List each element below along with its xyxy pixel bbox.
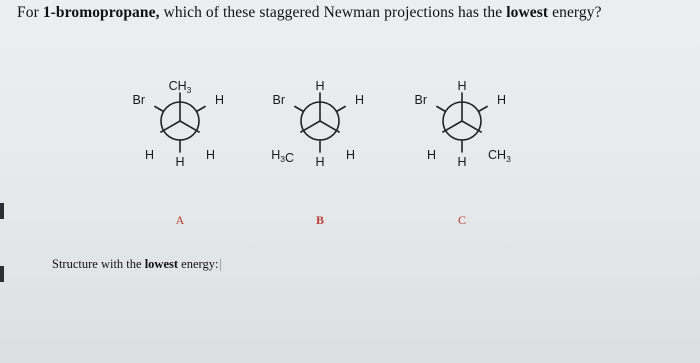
answer-prompt xyxy=(52,257,224,272)
back-bond-upper-right xyxy=(336,107,345,112)
back-bond-upper-left xyxy=(155,107,164,112)
front-bond-lower-right xyxy=(320,121,339,132)
option-letter-a: A xyxy=(175,213,185,227)
front-bond-lower-left xyxy=(443,121,462,132)
newman-projection-b xyxy=(271,79,364,227)
front-bond-lower-right xyxy=(180,121,199,132)
option-letter-c: C xyxy=(457,213,467,227)
front-lower-left-label: $H_3C$ xyxy=(271,148,294,165)
back-upper-right-label: H xyxy=(497,93,507,107)
back-bottom-label: H xyxy=(315,155,325,169)
front-bond-lower-left xyxy=(161,121,180,132)
newman-projection-a xyxy=(133,79,225,227)
front-bond-lower-left xyxy=(301,121,320,132)
front-lower-right-label: H xyxy=(206,148,216,162)
answer-prefix: Structure with the xyxy=(52,257,145,271)
back-bond-upper-left xyxy=(295,107,304,112)
back-bottom-label: H xyxy=(175,155,185,169)
back-bond-upper-right xyxy=(196,107,205,112)
front-top-label: $CH_3$ xyxy=(168,79,192,95)
newman-projection-c xyxy=(415,79,512,227)
back-upper-left-label: Br xyxy=(132,93,145,107)
option-letter-b: B xyxy=(315,213,325,227)
back-upper-left-label: Br xyxy=(272,93,285,107)
window-edge-marker xyxy=(0,203,4,219)
question-prefix: For xyxy=(17,4,43,21)
window-edge-marker xyxy=(0,266,4,282)
question-suffix: energy? xyxy=(548,4,602,21)
question-emphasis: lowest xyxy=(506,4,549,21)
question-middle: which of these staggered Newman projections has the xyxy=(159,4,507,21)
front-lower-left-label: H xyxy=(144,148,154,162)
back-bond-upper-right xyxy=(478,107,487,112)
back-bond-upper-left xyxy=(437,107,446,112)
answer-suffix: energy: xyxy=(178,257,219,271)
front-lower-left-label: H xyxy=(426,148,436,162)
back-bottom-label: H xyxy=(457,155,467,169)
front-top-label: H xyxy=(315,79,325,93)
question-compound: 1-bromopropane, xyxy=(42,4,160,21)
answer-emphasis: lowest xyxy=(144,257,179,271)
back-upper-right-label: H xyxy=(355,93,365,107)
front-bond-lower-right xyxy=(462,121,481,132)
back-upper-left-label: Br xyxy=(414,93,427,107)
front-lower-right-label: $CH_3$ xyxy=(488,148,511,164)
front-top-label: H xyxy=(457,79,467,93)
front-lower-right-label: H xyxy=(346,148,356,162)
answer-input[interactable] xyxy=(220,259,224,271)
back-upper-right-label: H xyxy=(215,93,225,107)
